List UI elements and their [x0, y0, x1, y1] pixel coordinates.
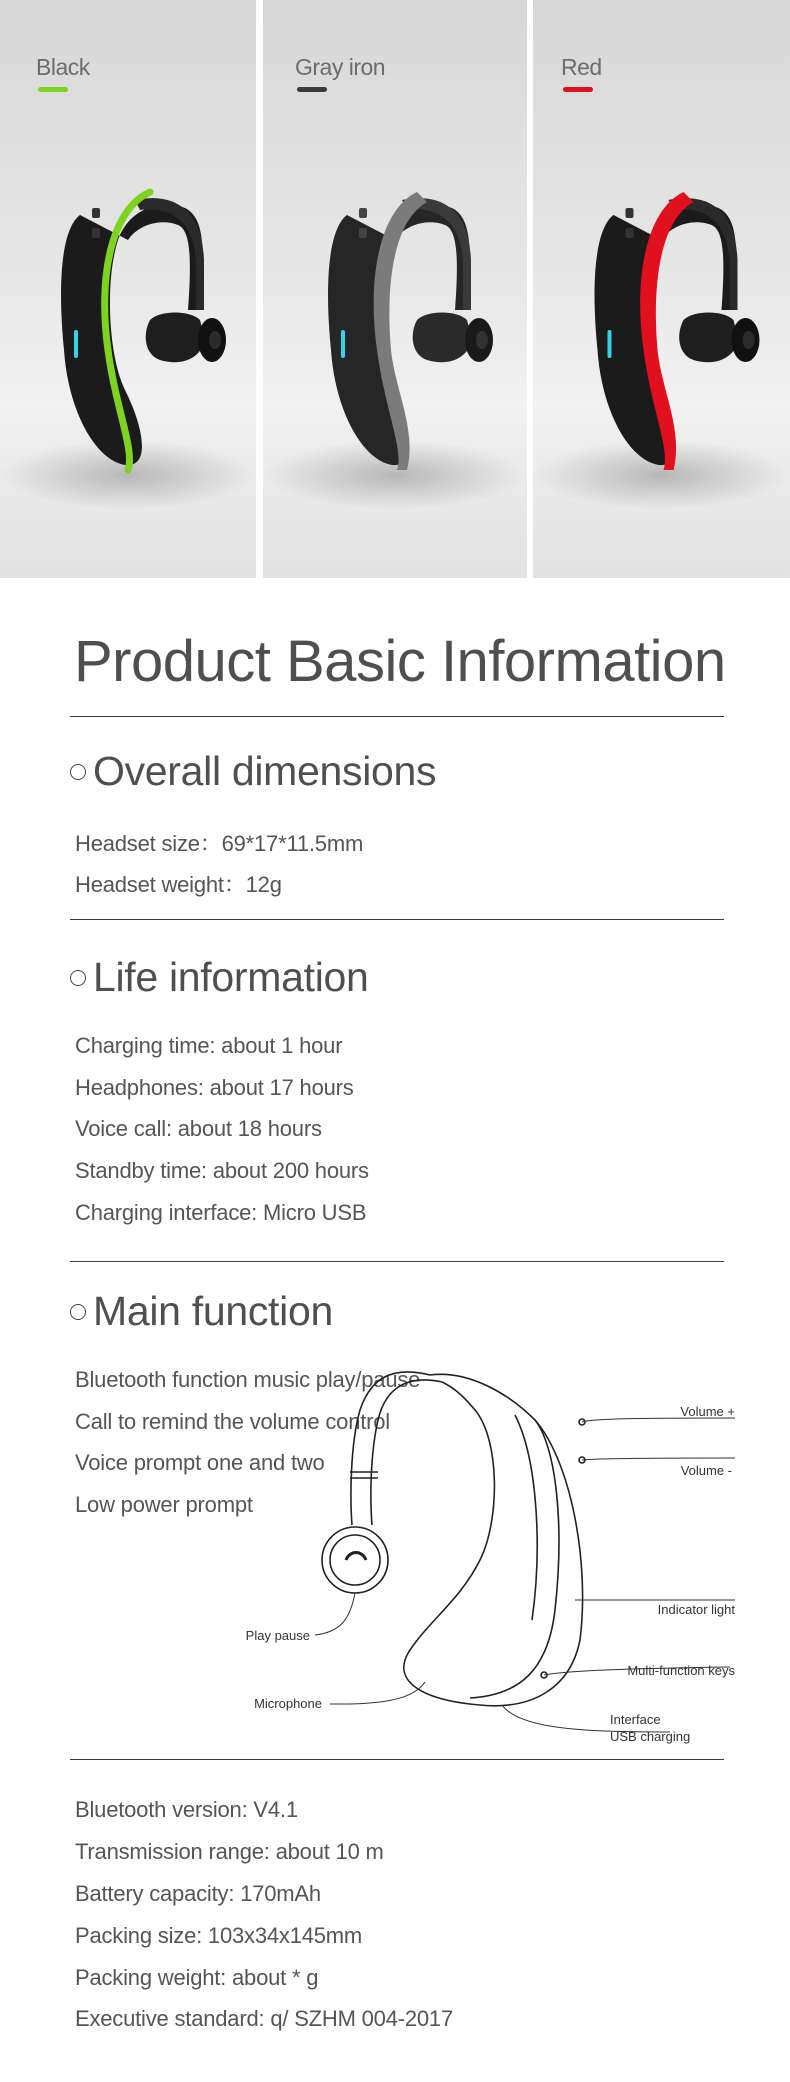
color-variants-banner [0, 0, 790, 578]
callout-multi-function-keys: Multi-function keys [627, 1663, 735, 1678]
callout-volume-minus: Volume - [680, 1463, 732, 1478]
function-line: Bluetooth function music play/pause [75, 1367, 421, 1392]
spec-line: Voice call: about 18 hours [75, 1116, 322, 1141]
earpiece-image-gray-iron [263, 170, 527, 480]
spec-line: Transmission range: about 10 m [75, 1839, 384, 1864]
page-title: Product Basic Information [74, 629, 726, 694]
callout-indicator-light: Indicator light [657, 1602, 735, 1617]
variant-label-red: Red [561, 54, 602, 80]
variant-color-swatch-gray-iron [297, 87, 327, 92]
function-line: Call to remind the volume control [75, 1409, 390, 1434]
spec-line: Packing weight: about * g [75, 1965, 319, 1990]
variant-label-gray-iron: Gray iron [295, 54, 386, 80]
variant-panel-black [0, 0, 256, 578]
spec-line: Headset weight：12g [75, 872, 282, 897]
variant-label-black: Black [36, 54, 90, 80]
divider [70, 1759, 724, 1760]
spec-line: Standby time: about 200 hours [75, 1158, 369, 1183]
divider [70, 919, 724, 920]
earpiece-image-red [533, 170, 790, 480]
circle-bullet-icon [70, 970, 86, 986]
spec-line: Executive standard: q/ SZHM 004-2017 [75, 2006, 454, 2031]
callout-microphone: Microphone [254, 1696, 322, 1711]
spec-line: Packing size: 103x34x145mm [75, 1923, 363, 1948]
callout-usb-charging: USB charging [610, 1729, 691, 1744]
variant-color-swatch-red [563, 87, 593, 92]
spec-line: Charging time: about 1 hour [75, 1033, 343, 1058]
circle-bullet-icon [70, 764, 86, 780]
variant-panel-red [533, 0, 790, 578]
spec-line: Headset size：69*17*11.5mm [75, 831, 364, 856]
earpiece-image-black [0, 170, 256, 480]
spec-line: Bluetooth version: V4.1 [75, 1797, 298, 1822]
callout-volume-plus: Volume + [680, 1404, 735, 1419]
function-line: Low power prompt [75, 1492, 253, 1517]
function-line: Voice prompt one and two [75, 1450, 325, 1475]
callout-play-pause: Play pause [245, 1628, 310, 1643]
section-heading-main-function: Main function [70, 1288, 333, 1335]
section-heading-overall-dimensions: Overall dimensions [70, 748, 436, 795]
spec-line: Battery capacity: 170mAh [75, 1881, 321, 1906]
variant-panel-gray-iron [263, 0, 527, 578]
callout-interface: Interface [610, 1712, 661, 1727]
spec-line: Headphones: about 17 hours [75, 1075, 354, 1100]
circle-bullet-icon [70, 1304, 86, 1320]
variant-color-swatch-black [38, 87, 68, 92]
spec-line: Charging interface: Micro USB [75, 1200, 367, 1225]
divider [70, 1261, 724, 1262]
divider [70, 716, 724, 717]
section-heading-life-information: Life information [70, 954, 369, 1001]
